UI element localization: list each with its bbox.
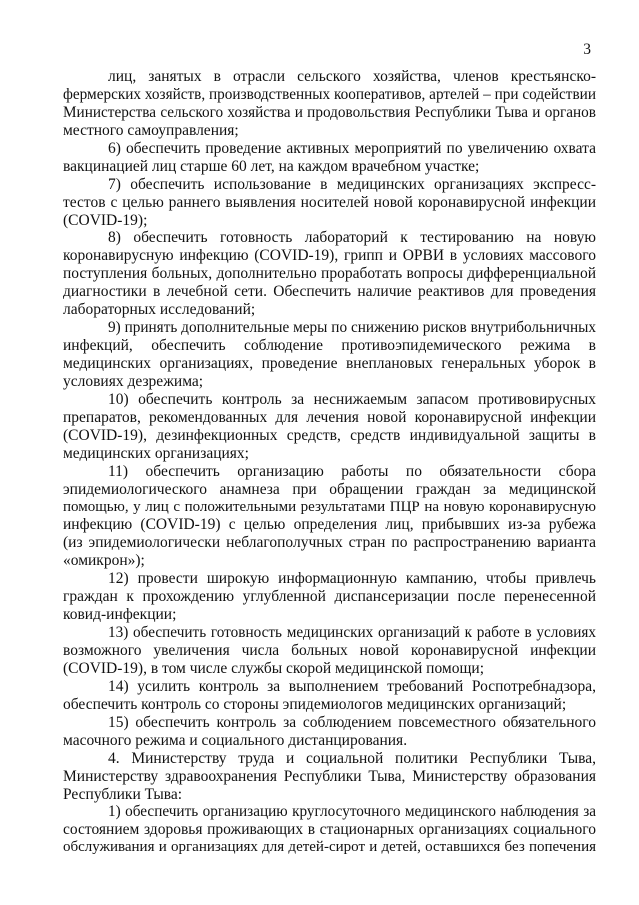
text-line: 6) обеспечить проведение активных мероприятий по увеличению охвата — [108, 139, 596, 157]
text-line: 15) обеспечить контроль за соблюдением повсеместного обязательного — [108, 713, 596, 731]
text-line: диагностики в лечебной сети. Обеспечить наличие реактивов для проведения — [63, 283, 596, 301]
text-line: коронавирусную инфекцию (COVID-19), грипп и ОРВИ в условиях массового — [63, 247, 596, 265]
page-number: 3 — [583, 41, 591, 58]
text-line: 13) обеспечить готовность медицинских организаций к работе в условиях — [108, 624, 596, 642]
text-line: инфекцию (COVID-19) с целью определения лиц, прибывших из-за рубежа — [63, 516, 596, 534]
text-line: обеспечить контроль со стороны эпидемиологов медицинских организаций; — [63, 695, 567, 713]
text-line: (из эпидемиологически неблагополучных стран по распространению варианта — [63, 534, 596, 552]
text-line: Республики Тыва: — [63, 785, 183, 803]
text-line: масочного режима и социального дистанцирования. — [63, 731, 408, 749]
text-line: 1) обеспечить организацию круглосуточного медицинского наблюдения за — [108, 803, 596, 821]
text-line: 14) усилить контроль за выполнением требований Роспотребнадзора, — [108, 677, 596, 695]
text-line: условиях дезрежима; — [63, 372, 204, 390]
text-line: 10) обеспечить контроль за неснижаемым запасом противовирусных — [108, 390, 596, 408]
text-line: вакцинацией лиц старше 60 лет, на каждом врачебном участке; — [63, 157, 480, 175]
text-line: граждан к прохождению углубленной диспансеризации после перенесенной — [63, 588, 596, 606]
text-line: «омикрон»); — [63, 552, 145, 570]
text-line: 4. Министерству труда и социальной политики Республики Тыва, — [108, 749, 596, 767]
text-line: местного самоуправления; — [63, 121, 239, 139]
text-line: обслуживания и организациях для детей-сирот и детей, оставшихся без попечения — [63, 839, 596, 856]
text-line: Министерства сельского хозяйства и продовольствия Республики Тыва и органов — [63, 103, 596, 121]
text-line: лиц, занятых в отрасли сельского хозяйства, членов крестьянско- — [108, 68, 596, 85]
text-line: (COVID-19), дезинфекционных средств, средств индивидуальной защиты в — [63, 426, 596, 444]
text-line: препаратов, рекомендованных для лечения новой коронавирусной инфекции — [63, 408, 596, 426]
text-line: инфекций, обеспечить соблюдение противоэпидемического режима в — [63, 337, 596, 355]
text-line: лабораторных исследований; — [63, 301, 256, 319]
text-line: медицинских организациях; — [63, 444, 249, 462]
text-line: 8) обеспечить готовность лабораторий к тестированию на новую — [108, 229, 596, 247]
text-line: тестов с целью раннего выявления носителей новой коронавирусной инфекции — [63, 193, 596, 211]
text-line: медицинских организациях, проведение внеплановых генеральных уборок в — [63, 355, 596, 372]
text-line: (COVID-19); — [63, 211, 148, 229]
document-body — [63, 68, 596, 857]
text-line: 11) обеспечить организацию работы по обязательности сбора — [108, 462, 596, 480]
text-line: Министерству здравоохранения Республики Тыва, Министерству образования — [63, 767, 596, 785]
text-line: состоянием здоровья проживающих в стационарных организациях социального — [63, 821, 596, 839]
text-line: 12) провести широкую информационную кампанию, чтобы привлечь — [108, 570, 596, 588]
text-line: (COVID-19), в том числе службы скорой медицинской помощи; — [63, 659, 484, 677]
text-line: фермерских хозяйств, производственных кооперативов, артелей – при содействии — [63, 85, 596, 103]
text-line: ковид-инфекции; — [63, 606, 177, 624]
text-line: помощью, у лиц с положительными результатами ПЦР на новую коронавирусную — [63, 498, 596, 515]
text-line: поступления больных, дополнительно проработать вопросы дифференциальной — [63, 265, 596, 283]
text-line: возможного увеличения числа больных новой коронавирусной инфекции — [63, 642, 596, 659]
text-line: 7) обеспечить использование в медицинских организациях экспресс- — [108, 175, 596, 193]
text-line: эпидемиологического анамнеза при обращении граждан за медицинской — [63, 480, 596, 498]
text-line: 9) принять дополнительные меры по снижению рисков внутрибольничных — [108, 319, 596, 337]
